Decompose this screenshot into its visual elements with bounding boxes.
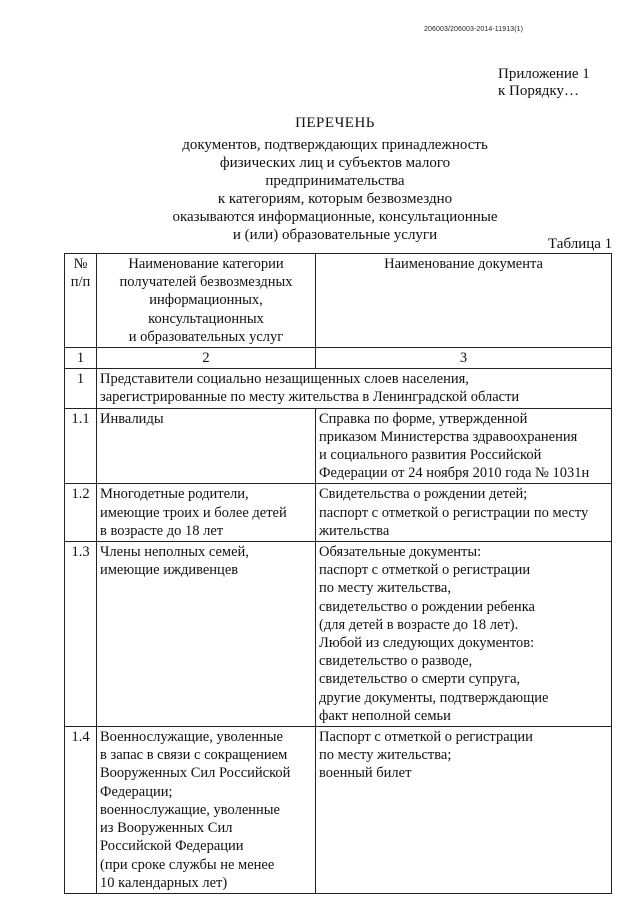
- category-line: Федерации;: [100, 783, 173, 800]
- document-line: жительства: [319, 522, 390, 539]
- category-line: Многодетные родители,: [100, 486, 249, 503]
- table-header-row: [65, 254, 612, 348]
- document-line: военный билет: [319, 765, 412, 782]
- table-row: [65, 727, 612, 894]
- category-line: Вооруженных Сил Российской: [100, 765, 291, 782]
- header-document: Наименование документа: [316, 254, 612, 348]
- row-number: 1.1: [65, 408, 97, 484]
- category-line: имеющие троих и более детей: [100, 504, 287, 521]
- heading-line: документов, подтверждающих принадлежность: [182, 137, 488, 153]
- section-title: Представители социально незащищенных слоев населения, зарегистрированные по месту жительства в Ленинградской области: [97, 369, 612, 408]
- heading-line: оказываются информационные, консультационные: [172, 209, 498, 225]
- document-line: по месту жительства;: [319, 747, 452, 764]
- document-line: Любой из следующих документов:: [319, 635, 535, 652]
- row-category: [97, 408, 316, 484]
- documents-table: [64, 253, 612, 894]
- document-line: Обязательные документы:: [319, 544, 482, 561]
- document-line: факт неполной семьи: [319, 707, 451, 724]
- appendix-line-1: Приложение 1: [498, 66, 590, 82]
- document-line: Паспорт с отметкой о регистрации: [319, 729, 533, 746]
- document-line: и социального развития Российской: [319, 447, 542, 464]
- row-documents: [316, 484, 612, 542]
- table-row: [65, 408, 612, 484]
- appendix-line-2: к Порядку…: [498, 83, 579, 99]
- document-line: свидетельство о рождении ребенка: [319, 598, 535, 615]
- header-number: № п/п: [65, 254, 97, 348]
- row-category: [97, 484, 316, 542]
- column-number: 3: [316, 348, 612, 369]
- appendix-reference: [498, 66, 590, 100]
- table-row: [65, 484, 612, 542]
- document-line: (для детей в возрасте до 18 лет).: [319, 616, 519, 633]
- document-id: 206003/206003-2014-11913(1): [424, 26, 524, 33]
- category-line: Инвалиды: [100, 410, 164, 427]
- heading-line: и (или) образовательные услуги: [232, 227, 438, 243]
- row-category: [97, 542, 316, 727]
- row-documents: [316, 542, 612, 727]
- section-row: [65, 369, 612, 408]
- document-line: Справка по форме, утвержденной: [319, 410, 528, 427]
- row-documents: [316, 727, 612, 894]
- category-line: 10 календарных лет): [100, 874, 228, 891]
- row-category: [97, 727, 316, 894]
- document-line: по месту жительства,: [319, 580, 451, 597]
- category-line: Российской Федерации: [100, 838, 244, 855]
- row-number: 1.2: [65, 484, 97, 542]
- category-line: в запас в связи с сокращением: [100, 747, 288, 764]
- heading-line: физических лиц и субъектов малого предпринимательства: [219, 155, 451, 189]
- document-line: свидетельство о разводе,: [319, 653, 473, 670]
- document-heading: [150, 114, 520, 244]
- category-line: Члены неполных семей,: [100, 544, 249, 561]
- category-line: военнослужащие, уволенные: [100, 801, 280, 818]
- section-number: 1: [65, 369, 97, 408]
- category-line: в возрасте до 18 лет: [100, 522, 224, 539]
- column-number-row: [65, 348, 612, 369]
- category-line: (при сроке службы не менее: [100, 856, 275, 873]
- row-number: 1.4: [65, 727, 97, 894]
- row-documents: [316, 408, 612, 484]
- category-line: из Вооруженных Сил: [100, 820, 233, 837]
- header-category: Наименование категории получателей безвозмездных информационных, консультационных и образовательных услуг: [97, 254, 316, 348]
- row-number: 1.3: [65, 542, 97, 727]
- document-line: Федерации от 24 ноября 2010 года № 1031н: [319, 465, 590, 482]
- table-caption: Таблица 1: [548, 236, 613, 252]
- category-line: Военнослужащие, уволенные: [100, 729, 283, 746]
- document-line: Свидетельства о рождении детей;: [319, 486, 528, 503]
- document-line: паспорт с отметкой о регистрации по месту: [319, 504, 589, 521]
- document-title: ПЕРЕЧЕНЬ: [295, 115, 375, 131]
- table-body: [65, 408, 612, 893]
- document-line: приказом Министерства здравоохранения: [319, 428, 578, 445]
- table-row: [65, 542, 612, 727]
- category-line: имеющие иждивенцев: [100, 562, 239, 579]
- heading-line: к категориям, которым безвозмездно: [217, 191, 453, 207]
- document-line: свидетельство о смерти супруга,: [319, 671, 521, 688]
- document-line: паспорт с отметкой о регистрации: [319, 562, 531, 579]
- column-number: 1: [65, 348, 97, 369]
- document-line: другие документы, подтверждающие: [319, 689, 549, 706]
- column-number: 2: [97, 348, 316, 369]
